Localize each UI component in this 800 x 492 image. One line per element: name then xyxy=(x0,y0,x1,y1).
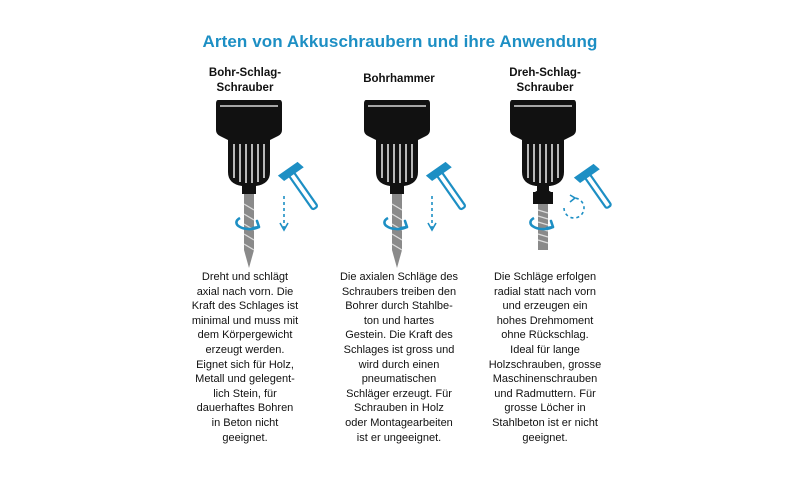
description-line: Schlages ist gross und xyxy=(343,343,455,356)
tool-label-line: Bohr-Schlag- xyxy=(208,67,282,79)
description-line: geeignet. xyxy=(522,431,568,444)
tool-label xyxy=(160,66,330,98)
description-line: minimal und muss mit xyxy=(191,314,299,327)
description-line: lich Stein, für xyxy=(213,387,277,400)
chuck-icon xyxy=(216,100,282,194)
description-line: Eignet sich für Holz, xyxy=(196,358,294,371)
description-line: Kraft des Schlages ist xyxy=(191,300,299,313)
radial-impact-arrow-icon xyxy=(564,195,584,218)
tool-label-line: Schrauber xyxy=(516,82,574,94)
drill-bit-icon xyxy=(244,194,254,268)
description-line: erzeugt werden. xyxy=(205,343,285,356)
description-line: Bohrer durch Stahlbe- xyxy=(345,300,453,313)
description-line: pneumatischen xyxy=(361,373,437,386)
description-line: ton und hartes xyxy=(363,314,435,327)
description-line: und Radmuttern. Für xyxy=(494,387,596,400)
chuck-icon xyxy=(510,100,576,192)
description-line: wird durch einen xyxy=(358,358,440,371)
socket-icon xyxy=(533,189,553,204)
description-line: Ideal für lange xyxy=(510,343,580,356)
drill-bit-icon xyxy=(392,194,402,268)
column-bohr-schlag-schrauber xyxy=(160,66,330,444)
tool-label-line: Bohrhammer xyxy=(363,73,435,85)
column-dreh-schlag-schrauber xyxy=(460,66,630,444)
description-line: Die Schläge erfolgen xyxy=(493,271,597,283)
description-line: Stahlbeton ist er nicht xyxy=(492,416,598,429)
description-line: Holzschrauben, grosse xyxy=(488,358,602,371)
tool-description xyxy=(460,270,630,445)
tool-label xyxy=(314,66,484,98)
axial-impact-arrow-icon xyxy=(280,196,288,230)
description-line: Maschinenschrauben xyxy=(492,373,598,386)
description-line: Schrauben in Holz xyxy=(354,402,444,415)
tool-description xyxy=(160,270,330,445)
tool-label xyxy=(460,66,630,98)
tool-description xyxy=(314,270,484,445)
description-line: in Beton nicht xyxy=(211,416,279,429)
description-line: dauerhaftes Bohren xyxy=(196,402,294,415)
description-line: grosse Löcher in xyxy=(504,402,586,415)
description-line: Schläger erzeugt. Für xyxy=(346,387,452,400)
description-line: radial statt nach vorn xyxy=(493,285,597,298)
chuck-icon xyxy=(364,100,430,194)
hammer-icon xyxy=(574,163,621,214)
tool-label-line: Dreh-Schlag- xyxy=(509,67,581,79)
axial-impact-arrow-icon xyxy=(428,196,436,230)
description-line: Schraubers treiben den xyxy=(341,285,457,298)
description-line: Metall und gelegent- xyxy=(195,373,295,386)
description-line: geeignet. xyxy=(222,431,268,444)
description-line: Dreht und schlägt xyxy=(201,271,289,283)
description-line: axial nach vorn. Die xyxy=(196,285,294,298)
tool-label-line: Schrauber xyxy=(216,82,274,94)
diagram-title: Arten von Akkuschraubern und ihre Anwendung xyxy=(202,32,598,51)
description-line: ohne Rückschlag. xyxy=(501,329,589,342)
description-line: oder Montagearbeiten xyxy=(345,416,453,429)
column-bohrhammer xyxy=(314,66,484,444)
description-line: und erzeugen ein xyxy=(502,300,588,313)
description-line: Gestein. Die Kraft des xyxy=(345,329,453,342)
description-line: dem Körpergewicht xyxy=(197,329,293,342)
description-line: hohes Drehmoment xyxy=(496,314,594,327)
description-line: ist er ungeeignet. xyxy=(356,431,442,444)
description-line: Die axialen Schläge des xyxy=(339,271,459,283)
